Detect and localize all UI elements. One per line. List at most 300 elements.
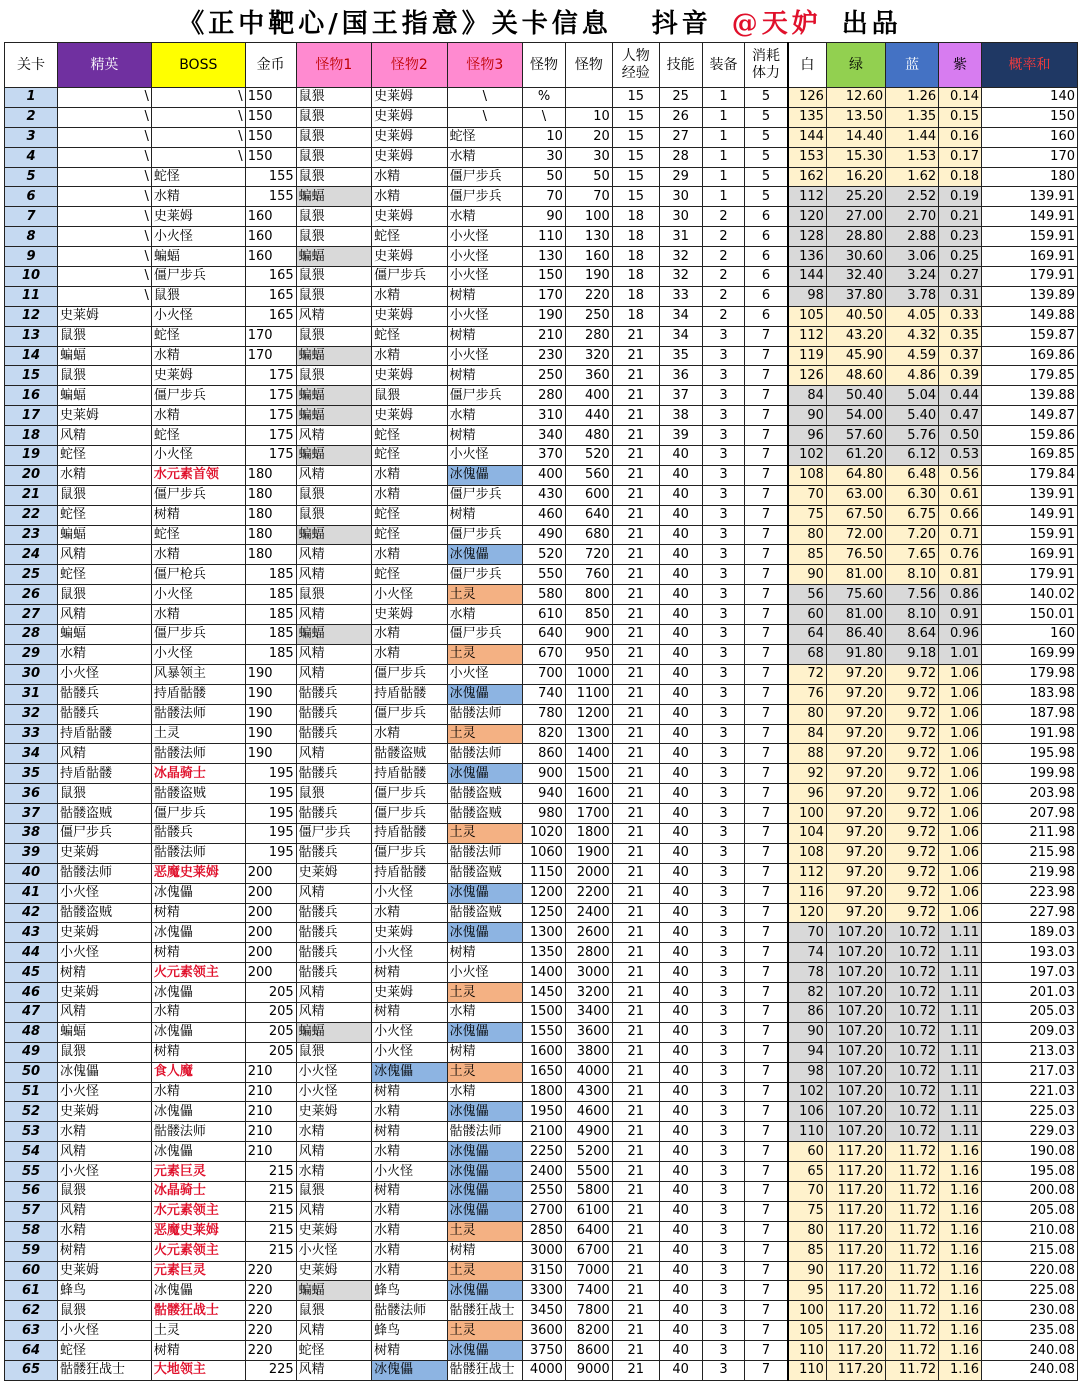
cell-white: 60 (788, 605, 827, 625)
cell-boss: 火元素领主 (151, 963, 245, 983)
cell-green: 117.20 (826, 1341, 885, 1361)
cell-gold: 185 (245, 565, 296, 585)
cell-elite: 鼠猥 (58, 1042, 152, 1062)
cell-gold: 195 (245, 804, 296, 824)
cell-blue: 9.72 (886, 883, 939, 903)
cell-char-exp: 21 (612, 724, 659, 744)
cell-char-exp: 21 (612, 1082, 659, 1102)
cell-white: 88 (788, 744, 827, 764)
cell-elite: 水精 (58, 644, 152, 664)
cell-stamina: 5 (745, 127, 788, 147)
cell-boss: \ (151, 107, 245, 127)
cell-level: 40 (5, 863, 58, 883)
cell-blue: 4.32 (886, 326, 939, 346)
cell-monster3: 水精 (447, 207, 522, 227)
cell-elite: 鼠猥 (58, 585, 152, 605)
cell-level: 15 (5, 366, 58, 386)
cell-monster2: 骷髅盗贼 (372, 744, 447, 764)
cell-skill: 40 (659, 605, 702, 625)
cell-stamina: 7 (745, 1341, 788, 1361)
table-row (5, 724, 1078, 744)
cell-blue: 6.12 (886, 446, 939, 466)
col-header-stamina: 消耗体力 (745, 43, 788, 88)
cell-monster-b: 6700 (565, 1241, 612, 1261)
cell-prob-sum: 180 (981, 167, 1077, 187)
table-row (5, 227, 1078, 247)
cell-stamina: 6 (745, 286, 788, 306)
cell-elite: 风精 (58, 605, 152, 625)
title-suffix: 出品 (841, 8, 902, 39)
cell-monster-a: 2400 (523, 1162, 566, 1182)
cell-monster-b: 3200 (565, 983, 612, 1003)
col-header-skill: 技能 (659, 43, 702, 88)
cell-stamina: 7 (745, 1221, 788, 1241)
cell-white: 96 (788, 784, 827, 804)
cell-prob-sum: 169.91 (981, 545, 1077, 565)
cell-monster3: 小火怪 (447, 247, 522, 267)
cell-monster2: 蛇怪 (372, 227, 447, 247)
cell-monster2: 水精 (372, 167, 447, 187)
cell-monster1: 风精 (296, 1321, 371, 1341)
cell-prob-sum: 235.08 (981, 1321, 1077, 1341)
page-title (0, 0, 1080, 42)
cell-monster2: 僵尸步兵 (372, 704, 447, 724)
cell-monster1: 骷髅兵 (296, 943, 371, 963)
cell-level: 20 (5, 465, 58, 485)
cell-boss: 冰傀儡 (151, 923, 245, 943)
cell-monster-a: 2850 (523, 1221, 566, 1241)
cell-char-exp: 21 (612, 525, 659, 545)
cell-skill: 40 (659, 465, 702, 485)
cell-equip: 3 (702, 1261, 745, 1281)
cell-monster3: 水精 (447, 1002, 522, 1022)
cell-prob-sum: 169.91 (981, 247, 1077, 267)
cell-blue: 3.06 (886, 247, 939, 267)
cell-monster3: 骷髅法师 (447, 744, 522, 764)
cell-monster-a: 190 (523, 306, 566, 326)
cell-skill: 27 (659, 127, 702, 147)
cell-monster3: 冰傀儡 (447, 465, 522, 485)
cell-monster-a: 2550 (523, 1181, 566, 1201)
cell-stamina: 7 (745, 1022, 788, 1042)
cell-prob-sum: 227.98 (981, 903, 1077, 923)
cell-skill: 38 (659, 406, 702, 426)
cell-green: 107.20 (826, 923, 885, 943)
cell-monster3: 小火怪 (447, 963, 522, 983)
cell-monster3: 小火怪 (447, 664, 522, 684)
cell-skill: 40 (659, 1142, 702, 1162)
cell-purple: 0.39 (939, 366, 982, 386)
cell-monster3: 树精 (447, 326, 522, 346)
cell-white: 153 (788, 147, 827, 167)
cell-monster3: 水精 (447, 1082, 522, 1102)
cell-equip: 3 (702, 1162, 745, 1182)
cell-monster3: 冰傀儡 (447, 684, 522, 704)
cell-boss: 史莱姆 (151, 366, 245, 386)
cell-equip: 3 (702, 684, 745, 704)
cell-prob-sum: 140.02 (981, 585, 1077, 605)
cell-green: 107.20 (826, 1042, 885, 1062)
cell-level: 7 (5, 207, 58, 227)
cell-boss: 小火怪 (151, 227, 245, 247)
cell-gold: 185 (245, 644, 296, 664)
cell-white: 75 (788, 505, 827, 525)
cell-elite: 风精 (58, 545, 152, 565)
cell-boss: 蛇怪 (151, 167, 245, 187)
table-row (5, 1201, 1078, 1221)
cell-boss: 骷髅法师 (151, 744, 245, 764)
cell-white: 144 (788, 127, 827, 147)
cell-monster-a: 1650 (523, 1062, 566, 1082)
cell-level: 5 (5, 167, 58, 187)
cell-monster1: 鼠猥 (296, 1301, 371, 1321)
table-row (5, 525, 1078, 545)
cell-monster-b: 9000 (565, 1361, 612, 1381)
cell-skill: 40 (659, 923, 702, 943)
cell-equip: 3 (702, 1361, 745, 1381)
cell-stamina: 7 (745, 943, 788, 963)
cell-gold: 220 (245, 1321, 296, 1341)
cell-monster3: \ (447, 88, 522, 108)
cell-stamina: 7 (745, 1241, 788, 1261)
cell-prob-sum: 159.91 (981, 227, 1077, 247)
cell-white: 110 (788, 1341, 827, 1361)
table-row (5, 625, 1078, 645)
table-row (5, 505, 1078, 525)
cell-monster1: 鼠猥 (296, 366, 371, 386)
col-header-elite: 精英 (58, 43, 152, 88)
cell-monster2: 小火怪 (372, 1162, 447, 1182)
cell-level: 26 (5, 585, 58, 605)
cell-char-exp: 21 (612, 366, 659, 386)
cell-monster-a: 1500 (523, 1002, 566, 1022)
cell-boss: 水精 (151, 187, 245, 207)
table-row (5, 346, 1078, 366)
cell-elite: 风精 (58, 1201, 152, 1221)
cell-equip: 3 (702, 903, 745, 923)
table-row (5, 684, 1078, 704)
cell-blue: 1.26 (886, 88, 939, 108)
cell-monster3: 小火怪 (447, 306, 522, 326)
cell-equip: 3 (702, 804, 745, 824)
cell-char-exp: 21 (612, 983, 659, 1003)
cell-skill: 40 (659, 565, 702, 585)
cell-elite: 蝙蝠 (58, 625, 152, 645)
cell-green: 97.20 (826, 784, 885, 804)
cell-equip: 3 (702, 664, 745, 684)
cell-green: 107.20 (826, 943, 885, 963)
cell-monster-a: 820 (523, 724, 566, 744)
cell-elite: 小火怪 (58, 1321, 152, 1341)
cell-white: 108 (788, 843, 827, 863)
cell-stamina: 7 (745, 1281, 788, 1301)
cell-white: 112 (788, 187, 827, 207)
cell-white: 105 (788, 1321, 827, 1341)
cell-elite: 蝙蝠 (58, 525, 152, 545)
cell-boss: 冰晶骑士 (151, 764, 245, 784)
cell-monster-a: 460 (523, 505, 566, 525)
cell-boss: 小火怪 (151, 585, 245, 605)
cell-white: 80 (788, 1221, 827, 1241)
cell-char-exp: 21 (612, 1162, 659, 1182)
cell-monster1: 小火怪 (296, 1062, 371, 1082)
cell-char-exp: 21 (612, 784, 659, 804)
cell-monster1: 僵尸步兵 (296, 823, 371, 843)
cell-equip: 3 (702, 1122, 745, 1142)
cell-char-exp: 21 (612, 1022, 659, 1042)
cell-monster2: 水精 (372, 1201, 447, 1221)
cell-blue: 9.72 (886, 664, 939, 684)
cell-boss: 小火怪 (151, 306, 245, 326)
cell-equip: 3 (702, 545, 745, 565)
cell-boss: \ (151, 88, 245, 108)
cell-char-exp: 21 (612, 485, 659, 505)
cell-monster1: 鼠猥 (296, 207, 371, 227)
cell-monster-b: 560 (565, 465, 612, 485)
cell-elite: 史莱姆 (58, 406, 152, 426)
cell-level: 1 (5, 88, 58, 108)
cell-monster3: 树精 (447, 426, 522, 446)
cell-stamina: 7 (745, 1002, 788, 1022)
cell-gold: 170 (245, 326, 296, 346)
cell-boss: 食人魔 (151, 1062, 245, 1082)
cell-stamina: 5 (745, 107, 788, 127)
cell-level: 46 (5, 983, 58, 1003)
cell-monster-b: 3800 (565, 1042, 612, 1062)
cell-monster3: 僵尸步兵 (447, 485, 522, 505)
cell-elite: 蝙蝠 (58, 386, 152, 406)
cell-green: 97.20 (826, 684, 885, 704)
cell-level: 52 (5, 1102, 58, 1122)
cell-prob-sum: 205.08 (981, 1201, 1077, 1221)
cell-equip: 3 (702, 963, 745, 983)
cell-stamina: 7 (745, 764, 788, 784)
cell-white: 112 (788, 326, 827, 346)
cell-skill: 29 (659, 167, 702, 187)
cell-purple: 0.14 (939, 88, 982, 108)
table-row (5, 187, 1078, 207)
cell-monster1: 风精 (296, 1361, 371, 1381)
cell-boss: \ (151, 127, 245, 147)
cell-monster2: 僵尸步兵 (372, 843, 447, 863)
cell-level: 53 (5, 1122, 58, 1142)
cell-green: 117.20 (826, 1321, 885, 1341)
cell-skill: 26 (659, 107, 702, 127)
cell-purple: 1.16 (939, 1221, 982, 1241)
cell-monster-b: 5800 (565, 1181, 612, 1201)
cell-prob-sum: 169.86 (981, 346, 1077, 366)
cell-monster-a: 30 (523, 147, 566, 167)
cell-boss: 水精 (151, 1002, 245, 1022)
cell-level: 59 (5, 1241, 58, 1261)
cell-char-exp: 21 (612, 406, 659, 426)
cell-monster-a: 150 (523, 267, 566, 287)
cell-purple: 0.81 (939, 565, 982, 585)
cell-gold: 215 (245, 1241, 296, 1261)
cell-monster3: 土灵 (447, 1062, 522, 1082)
cell-gold: 195 (245, 764, 296, 784)
cell-stamina: 7 (745, 804, 788, 824)
cell-gold: 195 (245, 784, 296, 804)
cell-level: 23 (5, 525, 58, 545)
cell-monster2: 史莱姆 (372, 366, 447, 386)
cell-monster1: 风精 (296, 465, 371, 485)
cell-monster1: 蛇怪 (296, 1341, 371, 1361)
cell-monster2: 树精 (372, 1341, 447, 1361)
cell-gold: 190 (245, 664, 296, 684)
cell-monster-a: 2700 (523, 1201, 566, 1221)
cell-char-exp: 21 (612, 764, 659, 784)
cell-char-exp: 15 (612, 88, 659, 108)
cell-prob-sum: 193.03 (981, 943, 1077, 963)
cell-green: 117.20 (826, 1221, 885, 1241)
cell-char-exp: 21 (612, 804, 659, 824)
cell-blue: 10.72 (886, 1042, 939, 1062)
cell-monster-a: 1450 (523, 983, 566, 1003)
cell-green: 117.20 (826, 1142, 885, 1162)
cell-skill: 40 (659, 1221, 702, 1241)
cell-stamina: 7 (745, 823, 788, 843)
cell-monster2: 小火怪 (372, 883, 447, 903)
col-header-monster3: 怪物3 (447, 43, 522, 88)
cell-gold: 175 (245, 426, 296, 446)
cell-monster1: 小火怪 (296, 1082, 371, 1102)
cell-monster3: 僵尸步兵 (447, 565, 522, 585)
cell-prob-sum: 191.98 (981, 724, 1077, 744)
cell-monster1: 骷髅兵 (296, 843, 371, 863)
cell-blue: 10.72 (886, 1122, 939, 1142)
cell-monster3: 僵尸步兵 (447, 167, 522, 187)
cell-prob-sum: 159.91 (981, 525, 1077, 545)
cell-boss: 树精 (151, 1341, 245, 1361)
cell-green: 117.20 (826, 1162, 885, 1182)
cell-white: 64 (788, 625, 827, 645)
cell-green: 117.20 (826, 1261, 885, 1281)
cell-level: 10 (5, 267, 58, 287)
cell-skill: 34 (659, 306, 702, 326)
cell-monster2: 水精 (372, 903, 447, 923)
cell-monster1: 鼠猥 (296, 326, 371, 346)
cell-equip: 3 (702, 843, 745, 863)
cell-equip: 3 (702, 923, 745, 943)
cell-monster-a: 1400 (523, 963, 566, 983)
title-main: 《正中靶心/国王指意》关卡信息 (178, 8, 612, 39)
cell-blue: 11.72 (886, 1321, 939, 1341)
cell-elite: \ (58, 286, 152, 306)
cell-white: 120 (788, 903, 827, 923)
cell-prob-sum: 179.85 (981, 366, 1077, 386)
cell-char-exp: 21 (612, 585, 659, 605)
cell-monster-b: 900 (565, 625, 612, 645)
cell-purple: 1.11 (939, 1082, 982, 1102)
cell-equip: 3 (702, 1221, 745, 1241)
cell-stamina: 7 (745, 1301, 788, 1321)
cell-skill: 30 (659, 187, 702, 207)
table-row (5, 1281, 1078, 1301)
cell-monster3: 树精 (447, 1241, 522, 1261)
cell-purple: 0.71 (939, 525, 982, 545)
cell-equip: 2 (702, 207, 745, 227)
cell-gold: 185 (245, 605, 296, 625)
cell-char-exp: 21 (612, 465, 659, 485)
cell-boss: 僵尸步兵 (151, 267, 245, 287)
cell-stamina: 7 (745, 1261, 788, 1281)
cell-gold: 220 (245, 1301, 296, 1321)
cell-green: 45.90 (826, 346, 885, 366)
cell-equip: 3 (702, 386, 745, 406)
cell-monster3: \ (447, 107, 522, 127)
cell-elite: \ (58, 88, 152, 108)
cell-boss: 鼠猥 (151, 286, 245, 306)
cell-monster2: 水精 (372, 644, 447, 664)
cell-monster1: 风精 (296, 426, 371, 446)
cell-monster-b: 30 (565, 147, 612, 167)
cell-prob-sum: 159.87 (981, 326, 1077, 346)
cell-char-exp: 15 (612, 187, 659, 207)
cell-gold: 215 (245, 1201, 296, 1221)
cell-green: 86.40 (826, 625, 885, 645)
cell-skill: 25 (659, 88, 702, 108)
cell-green: 97.20 (826, 764, 885, 784)
cell-monster2: 史莱姆 (372, 247, 447, 267)
cell-monster2: 史莱姆 (372, 147, 447, 167)
cell-purple: 1.11 (939, 1122, 982, 1142)
table-row (5, 764, 1078, 784)
cell-purple: 0.27 (939, 267, 982, 287)
cell-monster2: 史莱姆 (372, 923, 447, 943)
cell-monster-a: 520 (523, 545, 566, 565)
cell-monster3: 骷髅盗贼 (447, 784, 522, 804)
cell-equip: 3 (702, 565, 745, 585)
cell-prob-sum: 203.98 (981, 784, 1077, 804)
cell-monster-a: 130 (523, 247, 566, 267)
cell-green: 16.20 (826, 167, 885, 187)
cell-skill: 40 (659, 823, 702, 843)
table-row (5, 664, 1078, 684)
cell-monster1: 骷髅兵 (296, 704, 371, 724)
cell-blue: 9.72 (886, 823, 939, 843)
cell-monster3: 骷髅狂战士 (447, 1301, 522, 1321)
cell-monster1: 水精 (296, 1162, 371, 1182)
cell-monster-a: 1350 (523, 943, 566, 963)
cell-elite: 骷髅兵 (58, 704, 152, 724)
cell-gold: 175 (245, 406, 296, 426)
cell-monster2: 持盾骷髅 (372, 823, 447, 843)
table-row (5, 306, 1078, 326)
cell-char-exp: 21 (612, 386, 659, 406)
cell-purple: 1.06 (939, 823, 982, 843)
cell-char-exp: 21 (612, 505, 659, 525)
cell-stamina: 7 (745, 326, 788, 346)
table-row (5, 883, 1078, 903)
cell-equip: 3 (702, 1102, 745, 1122)
table-row (5, 605, 1078, 625)
cell-skill: 40 (659, 764, 702, 784)
cell-blue: 7.56 (886, 585, 939, 605)
cell-monster3: 树精 (447, 943, 522, 963)
cell-equip: 3 (702, 446, 745, 466)
cell-monster3: 骷髅盗贼 (447, 804, 522, 824)
cell-monster-b: 1100 (565, 684, 612, 704)
cell-monster3: 水精 (447, 147, 522, 167)
cell-equip: 3 (702, 1142, 745, 1162)
cell-purple: 1.06 (939, 704, 982, 724)
cell-monster-b: 5200 (565, 1142, 612, 1162)
cell-monster-b: 2000 (565, 863, 612, 883)
cell-prob-sum: 179.84 (981, 465, 1077, 485)
cell-monster1: 鼠猥 (296, 147, 371, 167)
cell-level: 51 (5, 1082, 58, 1102)
